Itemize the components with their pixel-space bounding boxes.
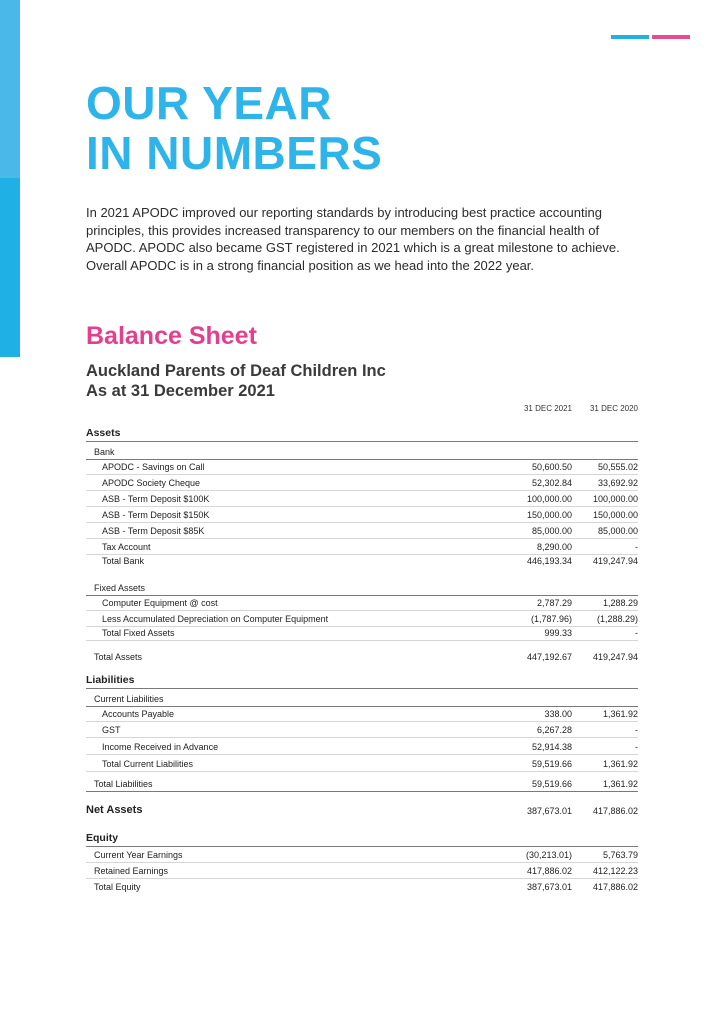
value-2020: 100,000.00 bbox=[592, 494, 638, 504]
intro-paragraph: In 2021 APODC improved our reporting standards by introducing best practice accounting principles, this provides increased transparency to our members on the financial health of APODC. APODC also became GST registered in 2021 which is a great milestone to achieve. Overall APODC is in a strong financial position as we head into the 2022 year. bbox=[86, 205, 620, 273]
value-2020: 417,886.02 bbox=[592, 882, 638, 892]
row-label: Current Year Earnings bbox=[94, 850, 183, 860]
value-2020: 417,886.02 bbox=[592, 806, 638, 816]
value-2021: 50,600.50 bbox=[531, 462, 572, 472]
value-2020: 1,288.29 bbox=[602, 598, 638, 608]
value-2021: 100,000.00 bbox=[526, 494, 572, 504]
row-label: Net Assets bbox=[86, 804, 143, 816]
value-2020: 419,247.94 bbox=[592, 652, 638, 662]
value-2020: - bbox=[635, 628, 638, 638]
total-row-current-liabilities bbox=[86, 755, 638, 772]
value-2020: 85,000.00 bbox=[597, 526, 638, 536]
total-row-assets bbox=[86, 648, 638, 664]
value-2021: (30,213.01) bbox=[525, 850, 572, 860]
row-label: ASB - Term Deposit $85K bbox=[102, 526, 205, 536]
value-2020: - bbox=[635, 742, 638, 752]
table-row bbox=[86, 862, 638, 879]
column-header-2021: 31 DEC 2021 bbox=[523, 404, 572, 413]
value-2021: 446,193.34 bbox=[526, 556, 572, 566]
statement-date: As at 31 December 2021 bbox=[86, 382, 275, 400]
value-2021: 85,000.00 bbox=[531, 526, 572, 536]
row-label: Accounts Payable bbox=[102, 709, 175, 719]
net-assets-row bbox=[86, 802, 638, 818]
value-2020: 50,555.02 bbox=[597, 462, 638, 472]
row-label: Computer Equipment @ cost bbox=[102, 598, 218, 608]
table-row bbox=[86, 594, 638, 611]
row-label: Retained Earnings bbox=[94, 866, 169, 876]
row-label: Total Fixed Assets bbox=[102, 628, 175, 638]
value-2021: 447,192.67 bbox=[526, 652, 572, 662]
row-label: Bank bbox=[94, 447, 115, 457]
total-row-fixed-assets bbox=[86, 624, 638, 641]
row-label: Income Received in Advance bbox=[102, 742, 219, 752]
value-2021: 999.33 bbox=[544, 628, 572, 638]
value-2020: - bbox=[635, 542, 638, 552]
row-label: Assets bbox=[86, 427, 121, 439]
value-2021: 338.00 bbox=[544, 709, 572, 719]
value-2020: 1,361.92 bbox=[602, 709, 638, 719]
value-2020: - bbox=[635, 725, 638, 735]
row-label: GST bbox=[102, 725, 121, 735]
value-2020: 412,122.23 bbox=[592, 866, 638, 876]
value-2020: 150,000.00 bbox=[592, 510, 638, 520]
row-label: Current Liabilities bbox=[94, 694, 164, 704]
value-2021: 59,519.66 bbox=[531, 779, 572, 789]
row-label: Total Assets bbox=[94, 652, 143, 662]
page-title-line-2: IN NUMBERS bbox=[86, 127, 383, 179]
section-heading-assets bbox=[86, 425, 638, 442]
section-heading-liabilities bbox=[86, 672, 638, 689]
row-label: APODC Society Cheque bbox=[102, 478, 201, 488]
page-title-line-1: OUR YEAR bbox=[86, 77, 332, 129]
row-label: Total Bank bbox=[102, 556, 145, 566]
table-row bbox=[86, 721, 638, 738]
table-row bbox=[86, 490, 638, 507]
table-row bbox=[86, 705, 638, 722]
value-2020: 5,763.79 bbox=[602, 850, 638, 860]
side-accent-bar-light bbox=[0, 0, 20, 178]
organisation-heading bbox=[86, 361, 386, 401]
section-title: Balance Sheet bbox=[86, 322, 257, 350]
row-label: Equity bbox=[86, 832, 119, 844]
row-label: Fixed Assets bbox=[94, 583, 146, 593]
row-label: Total Current Liabilities bbox=[102, 759, 194, 769]
value-2021: 52,914.38 bbox=[531, 742, 572, 752]
table-row bbox=[86, 458, 638, 475]
column-header-2020: 31 DEC 2020 bbox=[589, 404, 638, 413]
row-label: ASB - Term Deposit $100K bbox=[102, 494, 210, 504]
value-2020: 1,361.92 bbox=[602, 759, 638, 769]
table-row bbox=[86, 738, 638, 755]
row-label: APODC - Savings on Call bbox=[102, 462, 205, 472]
total-row-bank bbox=[86, 552, 638, 568]
row-label: ASB - Term Deposit $150K bbox=[102, 510, 210, 520]
row-label: Tax Account bbox=[102, 542, 151, 552]
row-label: Less Accumulated Depreciation on Computer Equipment bbox=[102, 614, 329, 624]
value-2020: (1,288.29) bbox=[596, 614, 638, 624]
page-title bbox=[86, 78, 382, 178]
value-2021: (1,787.96) bbox=[530, 614, 572, 624]
total-row-equity bbox=[86, 878, 638, 894]
organisation-name: Auckland Parents of Deaf Children Inc bbox=[86, 362, 386, 380]
value-2021: 6,267.28 bbox=[536, 725, 572, 735]
value-2021: 52,302.84 bbox=[531, 478, 572, 488]
total-row-liabilities bbox=[86, 775, 638, 792]
row-label: Total Equity bbox=[94, 882, 141, 892]
table-row bbox=[86, 506, 638, 523]
value-2020: 1,361.92 bbox=[602, 779, 638, 789]
value-2021: 387,673.01 bbox=[526, 806, 572, 816]
value-2021: 59,519.66 bbox=[531, 759, 572, 769]
value-2021: 150,000.00 bbox=[526, 510, 572, 520]
value-2021: 417,886.02 bbox=[526, 866, 572, 876]
value-2021: 2,787.29 bbox=[536, 598, 572, 608]
value-2020: 33,692.92 bbox=[597, 478, 638, 488]
row-label: Liabilities bbox=[86, 674, 135, 686]
value-2020: 419,247.94 bbox=[592, 556, 638, 566]
side-accent-bar-dark bbox=[0, 178, 20, 357]
value-2021: 8,290.00 bbox=[536, 542, 572, 552]
row-label: Total Liabilities bbox=[94, 779, 153, 789]
table-row bbox=[86, 522, 638, 539]
decorative-line-blue bbox=[611, 35, 649, 39]
table-row bbox=[86, 474, 638, 491]
table-row bbox=[86, 846, 638, 863]
value-2021: 387,673.01 bbox=[526, 882, 572, 892]
decorative-line-pink bbox=[652, 35, 690, 39]
section-heading-equity bbox=[86, 830, 638, 847]
